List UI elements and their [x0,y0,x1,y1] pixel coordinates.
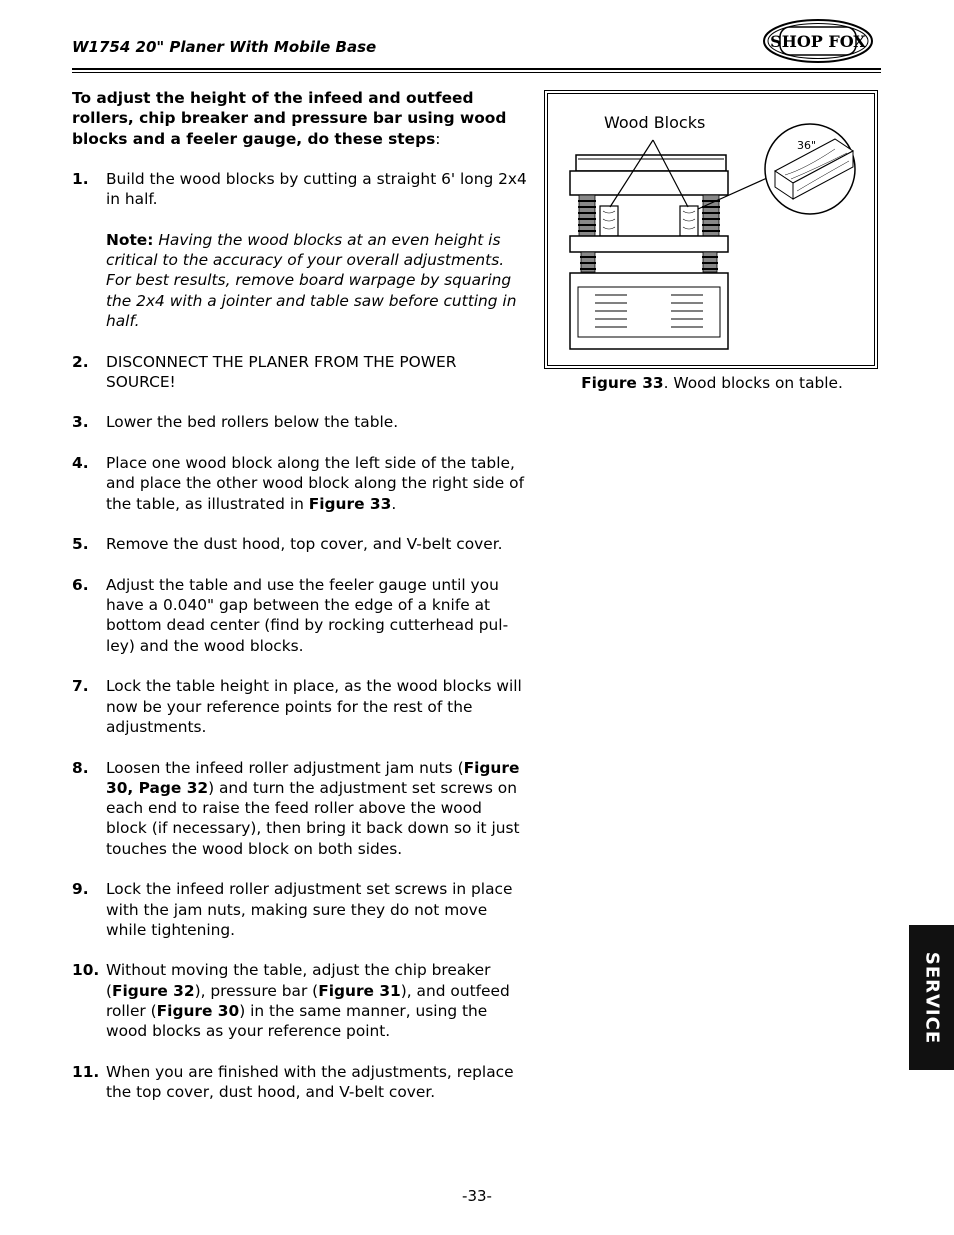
step-7: 7. Lock the table height in place, as the wood blocks will now be your reference points for the rest of the adjustments. [72,677,522,736]
svg-text:SHOP FOX: SHOP FOX [770,32,866,51]
figure-dimension-label: 36" [797,139,817,152]
step-4: 4. Place one wood block along the left side of the table, and place the other wood block along the right side of the table, as illustrated in Figure 33. [72,454,525,513]
step-8: 8. Loosen the infeed roller adjustment jam nuts (Figure 30, Page 32) and turn the adjustment set screws on each end to raise the feed roller above the wood block (if necessary), then bring it back down so it just touches the wood block on both sides. [72,758,520,858]
shop-fox-logo [762,18,874,64]
step-10: 10. Without moving the table, adjust the chip breaker (Figure 32), pressure bar (Figure 31), and outfeed roller (Figure 30) in the same manner, using the wood blocks as your reference point. [72,961,510,1041]
step-3: 3. Lower the bed rollers below the table. [72,413,399,432]
step-6: 6. Adjust the table and use the feeler gauge until you have a 0.040" gap between the edge of a knife at bottom dead center (find by rocking cutterhead pulley) and the wood blocks. [72,575,509,655]
step-2: 2. DISCONNECT THE PLANER FROM THE POWER SOURCE! [72,352,457,391]
section-tab-service: SERVICE [909,925,954,1070]
procedure-column [72,88,527,1123]
step-9: 9. Lock the infeed roller adjustment set screws in place with the jam nuts, making sure they do not move while tightening. [72,880,513,939]
header-rule [72,68,881,70]
planer-wood-blocks-illustration [545,91,877,368]
intro-paragraph: To adjust the height of the infeed and outfeed rollers, chip breaker and pressure bar using wood blocks and a feeler gauge, do these steps: [72,89,507,148]
page-number: -33- [462,1187,492,1205]
figure-label-wood-blocks: Wood Blocks [604,113,706,132]
figure-33 [544,90,878,369]
figure-caption: Figure 33. Wood blocks on table. [581,374,843,392]
step-5: 5. Remove the dust hood, top cover, and V-belt cover. [72,535,503,554]
step-1: 1. Build the wood blocks by cutting a straight 6' long 2x4 in half. Note: Having the wood blocks at an even height is critical to the accuracy of your overall adjustments. For best results, remove board warpage by squaring the 2x4 with a jointer and table saw before cutting in half. [72,169,527,330]
step-11: 11. When you are finished with the adjustments, replace the top cover, dust hood, and V-belt cover. [72,1062,514,1102]
step-1-note: Note: Having the wood blocks at an even height is critical to the accuracy of your overall adjustments. For best results, remove board warpage by squaring the 2x4 with a jointer and table saw before cutting in half. [106,230,517,330]
header-rule-thin [72,72,881,73]
header-title: W1754 20" Planer With Mobile Base [72,38,377,56]
